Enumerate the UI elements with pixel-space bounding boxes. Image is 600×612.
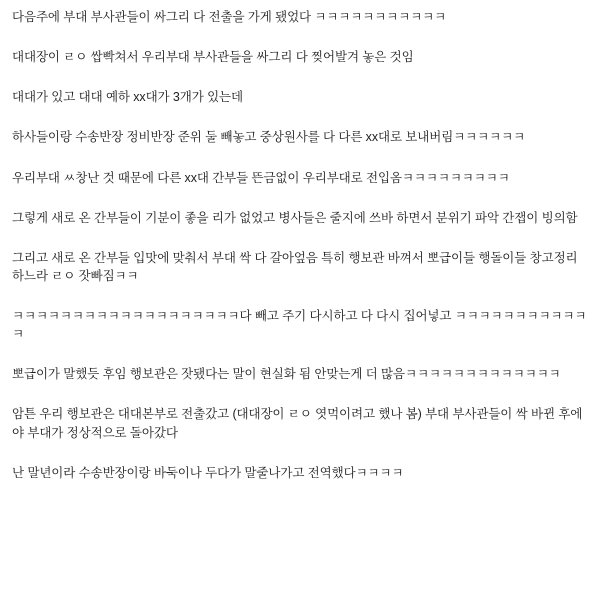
paragraph: 암튼 우리 행보관은 대대본부로 전출갔고 (대대장이 ㄹㅇ 엿먹이려고 했나 봄) 부대 부사관들이 싹 바뀐 후에야 부대가 정상적으로 돌아갔다 bbox=[12, 407, 583, 440]
paragraph: 다음주에 부대 부사관들이 싸그리 다 전출을 가게 됐었다 ㅋㅋㅋㅋㅋㅋㅋㅋㅋㅋㅋ bbox=[12, 10, 447, 24]
paragraph: 우리부대 ㅆ창난 것 때문에 다른 xx대 간부들 뜬금없이 우리부대로 전입옴ㅋㅋㅋㅋㅋㅋㅋㅋㅋ bbox=[12, 170, 510, 185]
paragraph: 그렇게 새로 온 간부들이 기분이 좋을 리가 없었고 병사들은 줄지에 쓰바 하면서 분위기 파악 간잽이 빙의함 bbox=[12, 210, 578, 225]
paragraph: 대대가 있고 대대 예하 xx대가 3개가 있는데 bbox=[12, 90, 243, 105]
paragraph: 그리고 새로 온 간부들 입맛에 맞춰서 부대 싹 다 갈아엎음 특히 행보관 바껴서 뽀급이들 행돌이들 창고정리하느라 ㄹㅇ 잣빠짐ㅋㅋ bbox=[12, 250, 578, 283]
paragraph: 하사들이랑 수송반장 정비반장 준위 둘 빼놓고 중상원사를 다 다른 xx대로 보내버림ㅋㅋㅋㅋㅋㅋ bbox=[12, 130, 526, 145]
paragraph: ㅋㅋㅋㅋㅋㅋㅋㅋㅋㅋㅋㅋㅋㅋㅋㅋㅋㅋㅋ다 빼고 주기 다시하고 다 다시 집어넣고 ㅋㅋㅋㅋㅋㅋㅋㅋㅋㅋㅋㅋ bbox=[12, 309, 587, 342]
paragraph: 뽀급이가 말했듯 후임 행보관은 잣됐다는 말이 현실화 됨 안맞는게 더 많음ㅋㅋㅋㅋㅋㅋㅋㅋㅋㅋㅋㅋㅋ bbox=[12, 367, 561, 382]
paragraph: 난 말년이라 수송반장이랑 바둑이나 두다가 말줄나가고 전역했다ㅋㅋㅋㅋ bbox=[12, 465, 404, 480]
paragraph: 대대장이 ㄹㅇ 쌉빡쳐서 우리부대 부사관들을 싸그리 다 찢어발겨 놓은 것임 bbox=[12, 50, 414, 65]
